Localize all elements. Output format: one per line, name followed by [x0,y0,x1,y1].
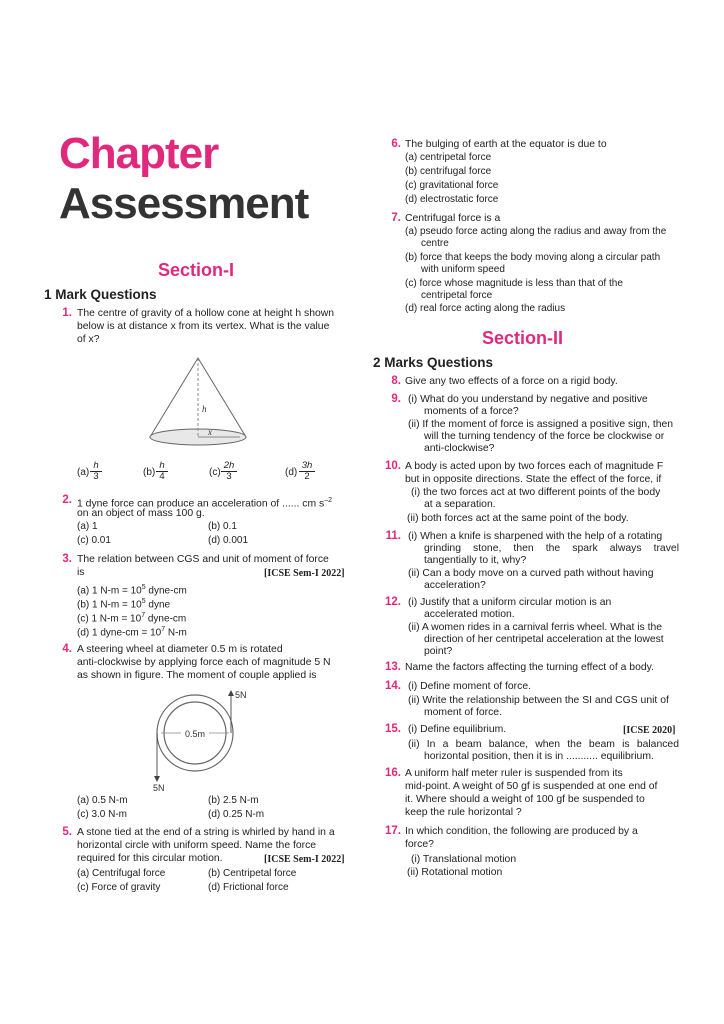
q11-i-line-2: grinding stone, then the spark always travel [424,543,679,554]
force-arrowhead-down [154,776,160,782]
q7-option-a-line-1: (a) pseudo force acting along the radius and away from the [405,226,667,237]
q6-number: 6. [391,138,401,150]
q4-line-1: A steering wheel at diameter 0.5 m is rotated [77,644,283,655]
q9-ii-line-3: anti-clockwise? [424,443,495,454]
q10-line-2: but in opposite directions. State the effect of the force, if [405,474,662,485]
q4-option-b: (b) 2.5 N-m [208,795,259,806]
q10-number: 10. [385,460,401,472]
q12-ii-line-1: (ii) A women rides in a carnival ferris wheel. What is the [408,622,663,633]
q5-exam-tag: [ICSE Sem-I 2022] [264,854,345,865]
q9-i-line-1: (i) What do you understand by negative and positive [408,394,648,405]
q3-c-text: (c) 1 N-m = 10 [77,613,142,625]
q5-option-a: (a) Centrifugal force [77,868,166,879]
q1-line-2: below is at distance x from its vertex. What is the value [77,321,330,332]
cone-figure [140,352,260,452]
q3-line-2: is [77,567,85,578]
q7-option-b-line-2: with uniform speed [421,264,505,275]
q12-ii-line-2: direction of her centripetal acceleration at the lowest [424,634,664,645]
assessment-heading: Assessment [59,179,309,228]
q4-option-c: (c) 3.0 N-m [77,809,127,820]
q9-i-line-2: moments of a force? [424,406,519,417]
q14-i-line-1: (i) Define moment of force. [408,681,531,692]
q6-option-c: (c) gravitational force [405,180,499,191]
q13-number: 13. [385,661,401,673]
q2-line-1-text: 1 dyne force can produce an acceleration of ...... cm s [77,498,325,510]
q7-number: 7. [391,212,401,224]
q11-number: 11. [385,530,401,542]
q4-line-2: anti-clockwise by applying force each of magnitude 5 N [77,657,331,668]
q13-line-1: Name the factors affecting the turning effect of a body. [405,662,654,673]
q10-i-line-1: (i) the two forces act at two different points of the body [411,487,661,498]
q2-number: 2. [62,494,72,506]
q16-line-3: it. Where should a weight of 100 gf be suspended to [405,794,645,805]
q15-number: 15. [385,723,401,735]
q10-i-line-2: at a separation. [424,499,496,510]
force-label-bottom: 5N [153,783,165,793]
q1-a-numerator: h [93,460,99,471]
q3-c-exp: 7 [141,612,146,619]
q17-ii-line-1: (ii) Rotational motion [407,867,503,878]
q3-b-text: (b) 1 N-m = 10 [77,599,142,611]
q15-ii-line-2: horizontal position, then it is in ........... equilibrium. [424,751,654,762]
q11-i-line-3: tangentially to it, why? [424,555,527,566]
q15-ii-line-1: (ii) In a beam balance, when the beam is balanced [408,739,679,750]
q9-ii-line-2: will the turning tendency of the force be clockwise or [424,431,665,442]
q10-ii-line-1: (ii) both forces act at the same point of the body. [407,513,629,524]
section-1-heading: Section-I [158,260,235,280]
q3-a-text: (a) 1 N-m = 10 [77,585,142,597]
q12-i-line-1: (i) Justify that a uniform circular motion is an [408,597,612,608]
q3-b-unit: dyne [145,599,171,611]
q6-option-d: (d) electrostatic force [405,194,499,205]
q15-exam-tag: [ICSE 2020] [623,725,676,736]
q1-a-denominator: 3 [90,471,102,482]
q3-number: 3. [62,553,72,565]
q3-a-unit: dyne-cm [145,585,187,597]
section-2-heading: Section-II [482,328,564,348]
q3-a-exp: 5 [141,584,146,591]
q17-line-2: force? [405,839,434,850]
q9-ii-line-1: (ii) If the moment of force is assigned a positive sign, then [408,419,674,430]
q4-line-3: as shown in figure. The moment of couple applied is [77,670,317,681]
q1-line-1: The centre of gravity of a hollow cone at height h shown [77,308,335,319]
q8-number: 8. [391,375,401,387]
q11-ii-line-2: acceleration? [424,580,486,591]
q3-d-text: (d) 1 dyne-cm = 10 [77,627,162,639]
q5-line-1: A stone tied at the end of a string is whirled by hand in a [77,827,335,838]
q3-d-exp: 7 [161,626,166,633]
q7-option-a-line-2: centre [421,238,449,249]
q1-option-d-label: (d) [285,467,298,478]
q3-c-unit: dyne-cm [145,613,187,625]
q4-option-d: (d) 0.25 N-m [208,809,265,820]
q3-exam-tag: [ICSE Sem-I 2022] [264,568,345,579]
q2-option-a: (a) 1 [77,521,98,532]
q14-number: 14. [385,680,401,692]
q7-option-c-line-1: (c) force whose magnitude is less than that of the [405,278,623,289]
q2-option-d: (d) 0.001 [208,535,249,546]
q1-option-c-label: (c) [209,467,221,478]
q5-line-3: required for this circular motion. [77,853,223,864]
two-mark-subheading: 2 Marks Questions [373,355,494,370]
q4-option-a: (a) 0.5 N-m [77,795,128,806]
q5-number: 5. [62,826,72,838]
q15-i-line-1: (i) Define equilibrium. [408,724,507,735]
force-label-top: 5N [235,690,247,700]
q1-option-a-label: (a) [77,467,90,478]
q1-option-a-frac [90,461,102,482]
q1-number: 1. [62,307,72,319]
q12-i-line-2: accelerated motion. [424,609,515,620]
q1-c-denominator: 3 [221,471,237,482]
q12-number: 12. [385,596,401,608]
q1-option-b-label: (b) [143,467,156,478]
q1-option-c-frac [221,461,237,482]
q7-option-c-line-2: centripetal force [421,290,493,301]
q9-number: 9. [391,393,401,405]
q16-line-2: mid-point. A weight of 50 gf is suspended at one end of [405,781,658,792]
q12-ii-line-3: point? [424,646,453,657]
q17-i-line-1: (i) Translational motion [411,854,517,865]
q6-option-b: (b) centrifugal force [405,166,492,177]
q2-line-2: on an object of mass 100 g. [77,508,205,519]
q1-line-3: of x? [77,334,100,345]
q11-ii-line-1: (ii) Can a body move on a curved path without having [408,568,654,579]
q2-option-c: (c) 0.01 [77,535,111,546]
q4-number: 4. [62,643,72,655]
q17-line-1: In which condition, the following are produced by a [405,826,638,837]
q2-exponent: –2 [324,497,332,504]
q3-d-unit: N-m [165,627,187,639]
q6-line-1: The bulging of earth at the equator is due to [405,139,607,150]
force-arrowhead-up [228,690,234,696]
q7-option-b-line-1: (b) force that keeps the body moving along a circular path [405,252,661,263]
q6-option-a: (a) centripetal force [405,152,492,163]
q1-b-denominator: 4 [156,471,168,482]
q7-line-1: Centrifugal force is a [405,213,501,224]
q5-line-2: horizontal circle with uniform speed. Name the force [77,840,317,851]
q16-line-4: keep the rule horizontal ? [405,807,522,818]
q8-line-1: Give any two effects of a force on a rigid body. [405,376,618,387]
q3-option-d [77,624,187,640]
q5-option-d: (d) Frictional force [208,882,289,893]
q5-option-c: (c) Force of gravity [77,882,161,893]
q5-option-b: (b) Centripetal force [208,868,297,879]
q1-option-b-frac [156,461,168,482]
q1-d-numerator: 3h [301,460,313,471]
q11-i-line-1: (i) When a knife is sharpened with the help of a rotating [408,531,663,542]
q2-option-b: (b) 0.1 [208,521,237,532]
cone-x-label: x [208,427,212,437]
chapter-heading: Chapter [59,129,219,178]
q16-number: 16. [385,767,401,779]
steering-wheel-figure [145,688,255,793]
q3-line-1: The relation between CGS and unit of moment of force [77,554,329,565]
q7-option-d: (d) real force acting along the radius [405,303,566,314]
q14-ii-line-1: (ii) Write the relationship between the SI and CGS unit of [408,695,669,706]
q1-option-d-frac [299,461,315,482]
diameter-label: 0.5m [184,729,206,739]
one-mark-subheading: 1 Mark Questions [44,287,157,302]
q17-number: 17. [385,825,401,837]
cone-h-label: h [202,404,207,414]
q1-d-denominator: 2 [299,471,315,482]
q1-b-numerator: h [159,460,165,471]
q3-b-exp: 5 [141,598,146,605]
q1-c-numerator: 2h [223,460,235,471]
q16-line-1: A uniform half meter ruler is suspended from its [405,768,623,779]
q14-ii-line-2: moment of force. [424,707,502,718]
q10-line-1: A body is acted upon by two forces each of magnitude F [405,461,664,472]
